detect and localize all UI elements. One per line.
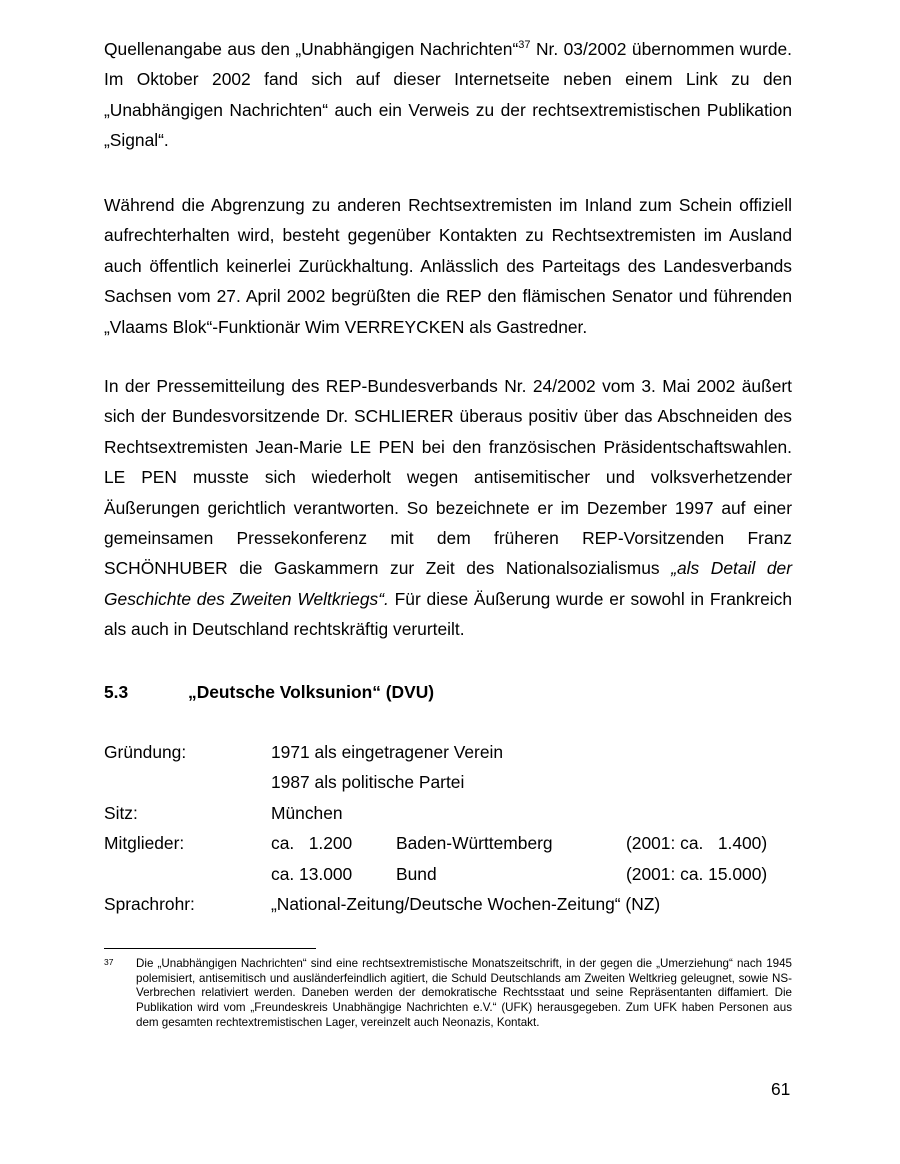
founding-value-1: 1971 als eingetragener Verein (271, 742, 504, 762)
section-heading (104, 680, 434, 704)
organ-value: „National-Zeitung/Deutsche Wochen-Zeitung“ (NZ) (271, 893, 661, 914)
paragraph-3 (104, 371, 792, 645)
members-bund-region: Bund (396, 863, 437, 884)
founding-label: Gründung: (104, 742, 187, 762)
footnote-mark: 37 (104, 957, 114, 967)
paragraph-3-quote: „als Detail der Geschichte des Zweiten Weltkriegs“. (104, 558, 792, 609)
page-number: 61 (771, 1079, 791, 1099)
footnote-reference[interactable]: 37 (518, 39, 531, 51)
seat-label: Sitz: (104, 802, 138, 823)
footnote-separator (104, 948, 316, 949)
organ-label: Sprachrohr: (104, 893, 195, 914)
paragraph-1-continued: Nr. 03/2002 übernommen wurde. Im Oktober 2002 fand sich auf dieser Internetseite neben einem Link zu den „Unabhängigen Nachrichten“ auch ein Verweis zu der rechtsextremistischen Publikation „Signal“. (104, 39, 793, 151)
paragraph-3-end: Für diese Äußerung wurde er sowohl in Frankreich als auch in Deutschland rechtskräftig verurteilt. (104, 588, 792, 640)
members-label: Mitglieder: (104, 833, 185, 854)
members-bw-region: Baden-Württemberg (396, 833, 553, 854)
footnote-text: Die „Unabhängigen Nachrichten“ sind eine rechtsextremistische Monatszeitschrift, in der gegen die „Umerziehung“ nach 1945 polemisiert, antisemitisch und ausländerfeindlich agitiert, die Schuld Deutschlands am Zweiten Weltkrieg geleugnet, sowie NS-Verbrechen relativiert werden. Daneben werden der demokratische Rechtsstaat und seine Repräsentanten diffamiert. Die Publikation wird vom „Freundeskreis Unabhängige Nachrichten e.V.“ (UFK) herausgegeben. Zum UFK haben Personen aus dem gesamten rechtextremistischen Lager, vereinzelt auch Neonazis, Kontakt. (136, 957, 792, 1029)
members-bund-count: ca. 13.000 (271, 863, 353, 884)
section-title: „Deutsche Volksunion“ (DVU) (188, 682, 435, 702)
seat-value: München (271, 802, 343, 823)
paragraph-3-text: In der Pressemitteilung des REP-Bundesverbands Nr. 24/2002 vom 3. Mai 2002 äußert sich der Bundesvorsitzende Dr. SCHLIERER überaus positiv über das Abschneiden des Rechtsextremisten Jean-Marie LE PEN bei den französischen Präsidentschaftswahlen. LE PEN musste sich wiederholt wegen antisemitischer und volksverhetzender Äußerungen gerichtlich verantworten. So bezeichnete er im Dezember 1997 auf einer gemeinsamen Pressekonferenz mit dem früheren REP-Vorsitzenden Franz SCHÖNHUBER die Gaskammern zur Zeit des Nationalsozialismus (104, 376, 792, 579)
footnote (104, 957, 792, 1031)
paragraph-1 (104, 34, 792, 156)
paragraph-1-text: Quellenangabe aus den „Unabhängigen Nachrichten“ (104, 39, 519, 59)
section-number: 5.3 (104, 682, 129, 702)
members-bw-previous: (2001: ca. 1.400) (626, 833, 768, 854)
members-bund-previous: (2001: ca. 15.000) (626, 863, 768, 884)
founding-value-2: 1987 als politische Partei (271, 772, 465, 793)
paragraph-2: Während die Abgrenzung zu anderen Rechtsextremisten im Inland zum Schein offiziell aufrechterhalten wird, besteht gegenüber Kontakten zu Rechtsextremisten im Ausland auch öffentlich keinerlei Zurückhaltung. Anlässlich des Parteitags des Landesverbands Sachsen vom 27. April 2002 begrüßten die REP den flämischen Senator und führenden „Vlaams Blok“-Funktionär Wim VERREYCKEN als Gastredner. (104, 195, 792, 337)
members-bw-count: ca. 1.200 (271, 833, 353, 854)
